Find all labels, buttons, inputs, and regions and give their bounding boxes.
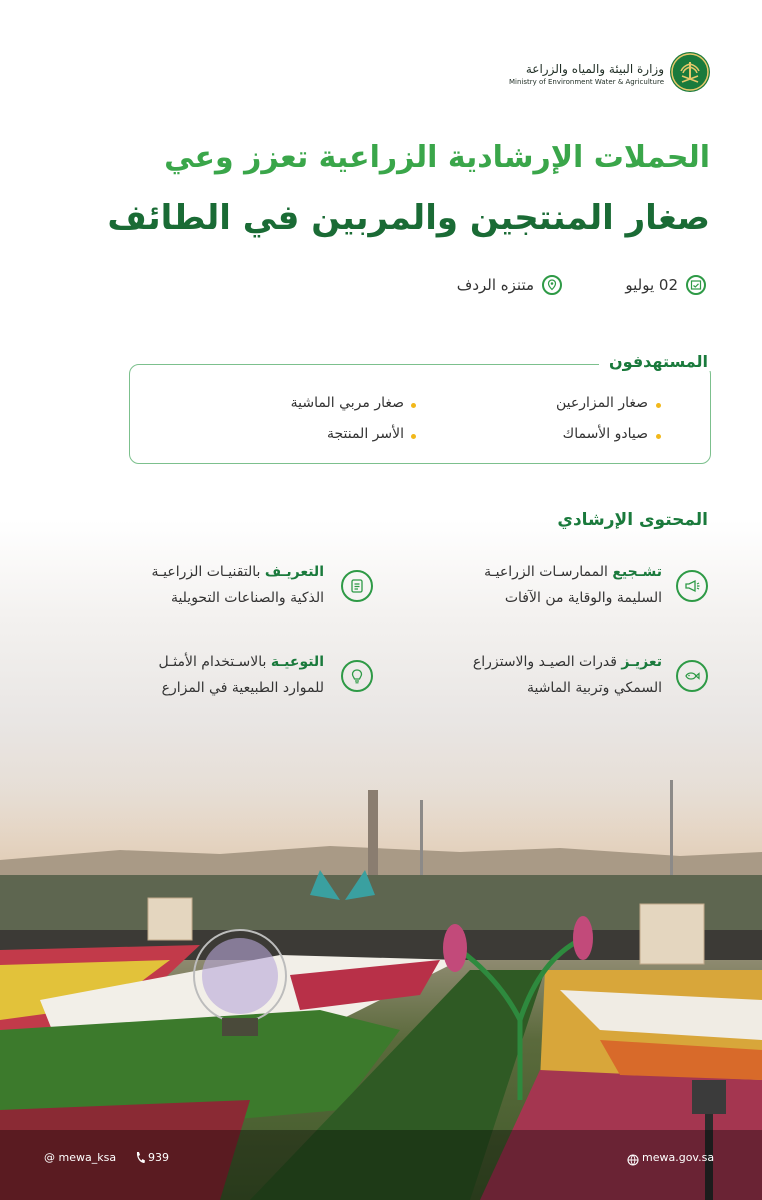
- clipboard-icon: [341, 570, 373, 602]
- target-item: صغار مربي الماشية: [290, 395, 404, 411]
- phone-icon: [135, 1150, 145, 1164]
- content-item-3-line-2: السمكي وتربية الماشية: [526, 680, 662, 696]
- content-item-1-line-1: [484, 564, 662, 580]
- content-item-4-line-2: للموارد الطبيعية في المزارع: [161, 680, 324, 696]
- content-item-2-line-2: الذكية والصناعات التحويلية: [170, 590, 324, 606]
- park-scene-photo: [0, 780, 762, 1200]
- headline-line-1: الحملات الإرشادية الزراعية تعزز وعي: [164, 140, 710, 175]
- website-link[interactable]: mewa.gov.sa: [642, 1151, 715, 1164]
- location-pin-icon: [542, 275, 562, 295]
- phone-number[interactable]: 939: [148, 1151, 169, 1164]
- event-location: متنزه الردف: [456, 276, 534, 294]
- lightbulb-icon: [341, 660, 373, 692]
- content-item-1-line-2: السليمة والوقاية من الآفات: [504, 590, 662, 606]
- megaphone-icon: [676, 570, 708, 602]
- content-item-1-rest: الممارسـات الزراعيـة: [484, 564, 613, 580]
- ministry-emblem-icon: [670, 52, 710, 92]
- content-item-4-line-1: [159, 654, 324, 670]
- target-item: صغار المزارعين: [556, 395, 648, 411]
- content-item-4-rest: بالاسـتخدام الأمثـل: [158, 654, 271, 670]
- target-item: صيادو الأسماك: [562, 426, 648, 442]
- bullet-dot: [411, 434, 416, 439]
- ministry-name-english: Ministry of Environment Water & Agriculture: [509, 78, 664, 86]
- bullet-dot: [656, 403, 661, 408]
- event-date: 02 يوليو: [625, 276, 678, 294]
- targets-title-wrap: [599, 352, 718, 371]
- twitter-handle[interactable]: @ mewa_ksa: [44, 1151, 117, 1164]
- targets-title: المستهدفون: [609, 352, 708, 371]
- bullet-dot: [411, 403, 416, 408]
- headline-line-2: صغار المنتجين والمربين في الطائف: [107, 198, 710, 238]
- content-item-1-bold: تشـجيع: [612, 564, 662, 580]
- target-item: الأسر المنتجة: [326, 426, 404, 442]
- content-item-3-bold: تعزيـز: [621, 654, 662, 670]
- bullet-dot: [656, 434, 661, 439]
- content-item-2-line-1: [152, 564, 324, 580]
- fish-icon: [676, 660, 708, 692]
- content-item-3-line-1: [473, 654, 662, 670]
- guidance-content-title: المحتوى الإرشادي: [557, 510, 708, 530]
- calendar-icon: [686, 275, 706, 295]
- content-item-2-rest: بالتقنيـات الزراعيـة: [151, 564, 265, 580]
- content-item-2-bold: التعريـف: [264, 564, 324, 580]
- content-item-4-bold: التوعيـة: [270, 654, 324, 670]
- content-item-3-rest: قدرات الصيـد والاستزراع: [472, 654, 622, 670]
- targets-box: [129, 364, 711, 464]
- ministry-name-arabic: وزارة البيئة والمياه والزراعة: [525, 62, 664, 76]
- globe-icon: [627, 1151, 639, 1163]
